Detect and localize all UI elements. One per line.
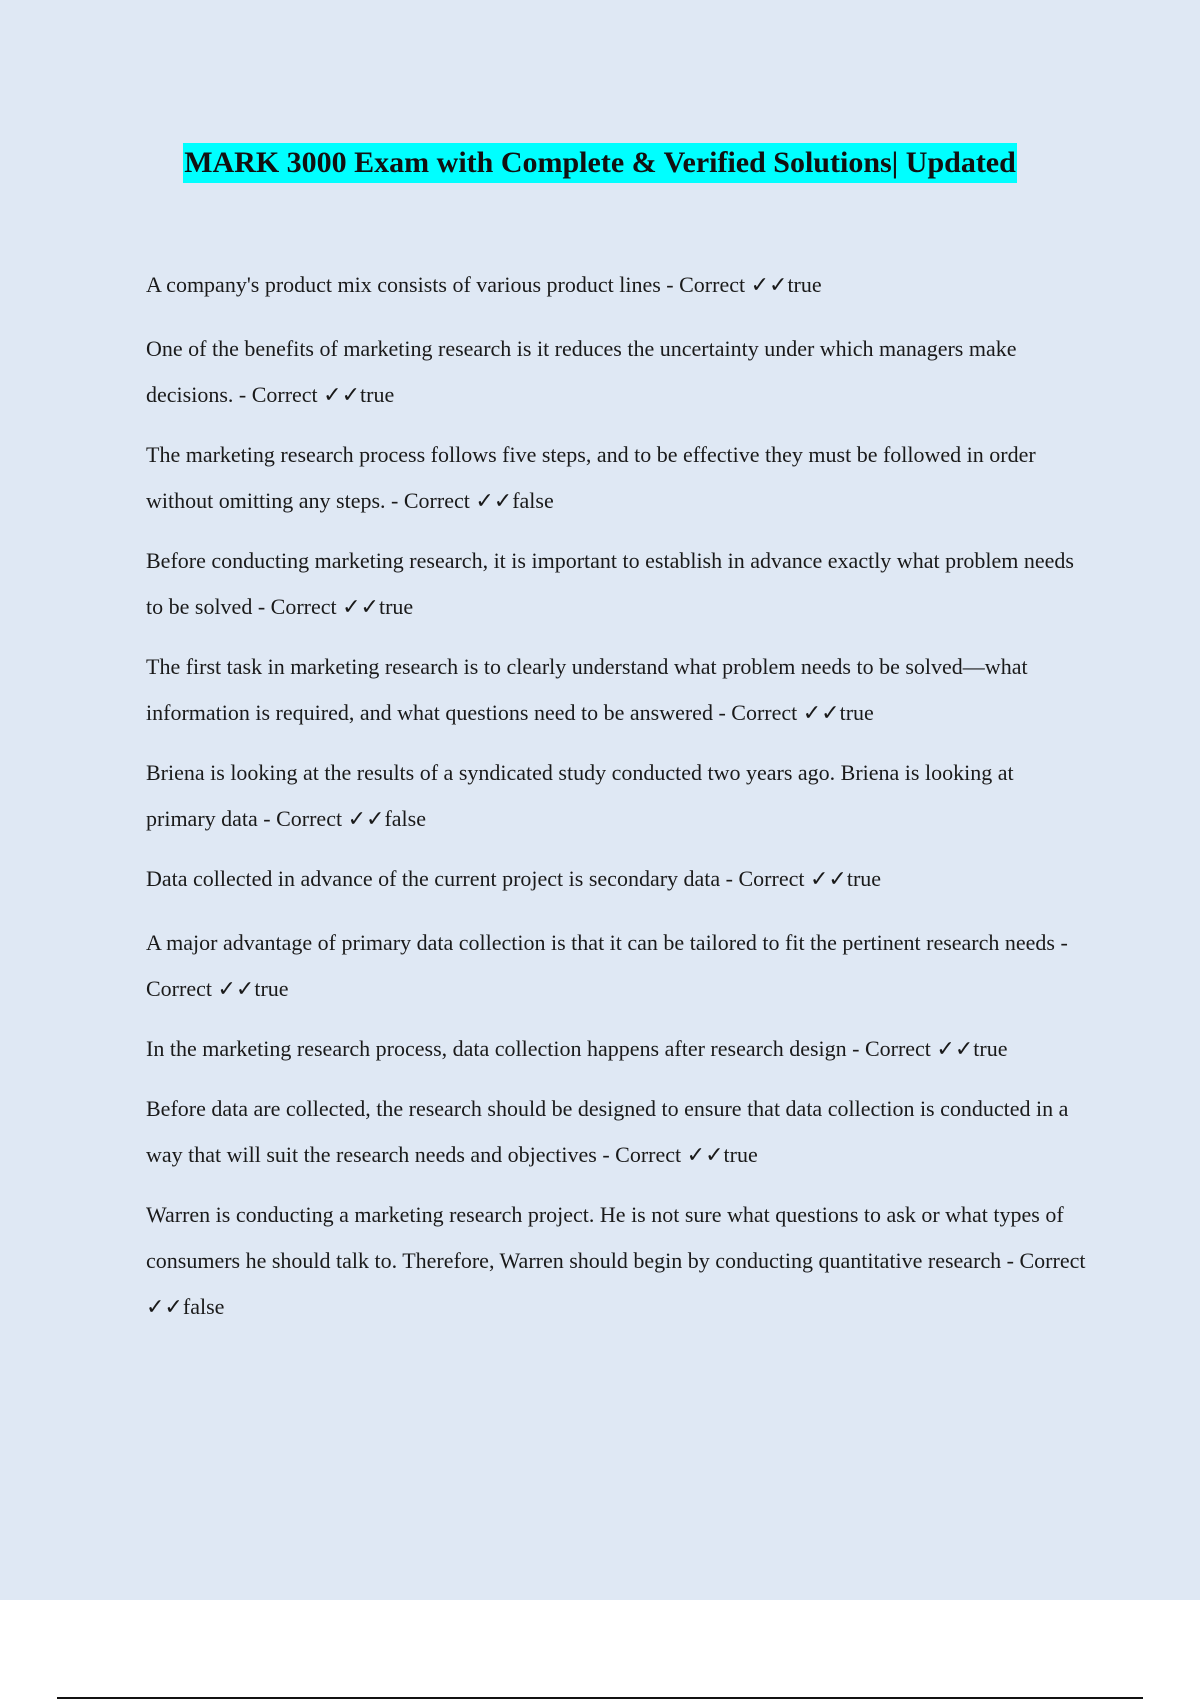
qa-item: Before conducting marketing research, it is important to establish in advance exactly what problem needs to be solved - Correct ✓✓true <box>146 548 1074 619</box>
document-title: MARK 3000 Exam with Complete & Verified Solutions| Updated <box>183 143 1017 183</box>
qa-item: Before data are collected, the research should be designed to ensure that data collection is conducted in a way that will suit the research needs and objectives - Correct ✓✓true <box>146 1096 1069 1167</box>
qa-item: A major advantage of primary data collection is that it can be tailored to fit the pertinent research needs - Correct ✓✓true <box>146 930 1068 1001</box>
qa-item: The first task in marketing research is to clearly understand what problem needs to be solved—what information is required, and what questions need to be answered - Correct ✓✓true <box>146 654 1028 725</box>
title-container <box>0 143 1200 183</box>
footer-divider <box>57 1697 1143 1699</box>
qa-item: The marketing research process follows five steps, and to be effective they must be followed in order without omitting any steps. - Correct ✓✓false <box>146 442 1036 513</box>
qa-item: Briena is looking at the results of a syndicated study conducted two years ago. Briena is looking at primary data - Correct ✓✓false <box>146 760 1014 831</box>
qa-list <box>146 262 1086 1344</box>
qa-item: Data collected in advance of the current project is secondary data - Correct ✓✓true <box>146 866 882 891</box>
qa-item: A company's product mix consists of various product lines - Correct ✓✓true <box>146 272 822 297</box>
qa-item: Warren is conducting a marketing research project. He is not sure what questions to ask or what types of consumers he should talk to. Therefore, Warren should begin by conducting quantitative research - Correct ✓✓false <box>146 1202 1086 1319</box>
qa-item: One of the benefits of marketing research is it reduces the uncertainty under which managers make decisions. - Correct ✓✓true <box>146 336 1017 407</box>
qa-item: In the marketing research process, data collection happens after research design - Correct ✓✓true <box>146 1036 1008 1061</box>
